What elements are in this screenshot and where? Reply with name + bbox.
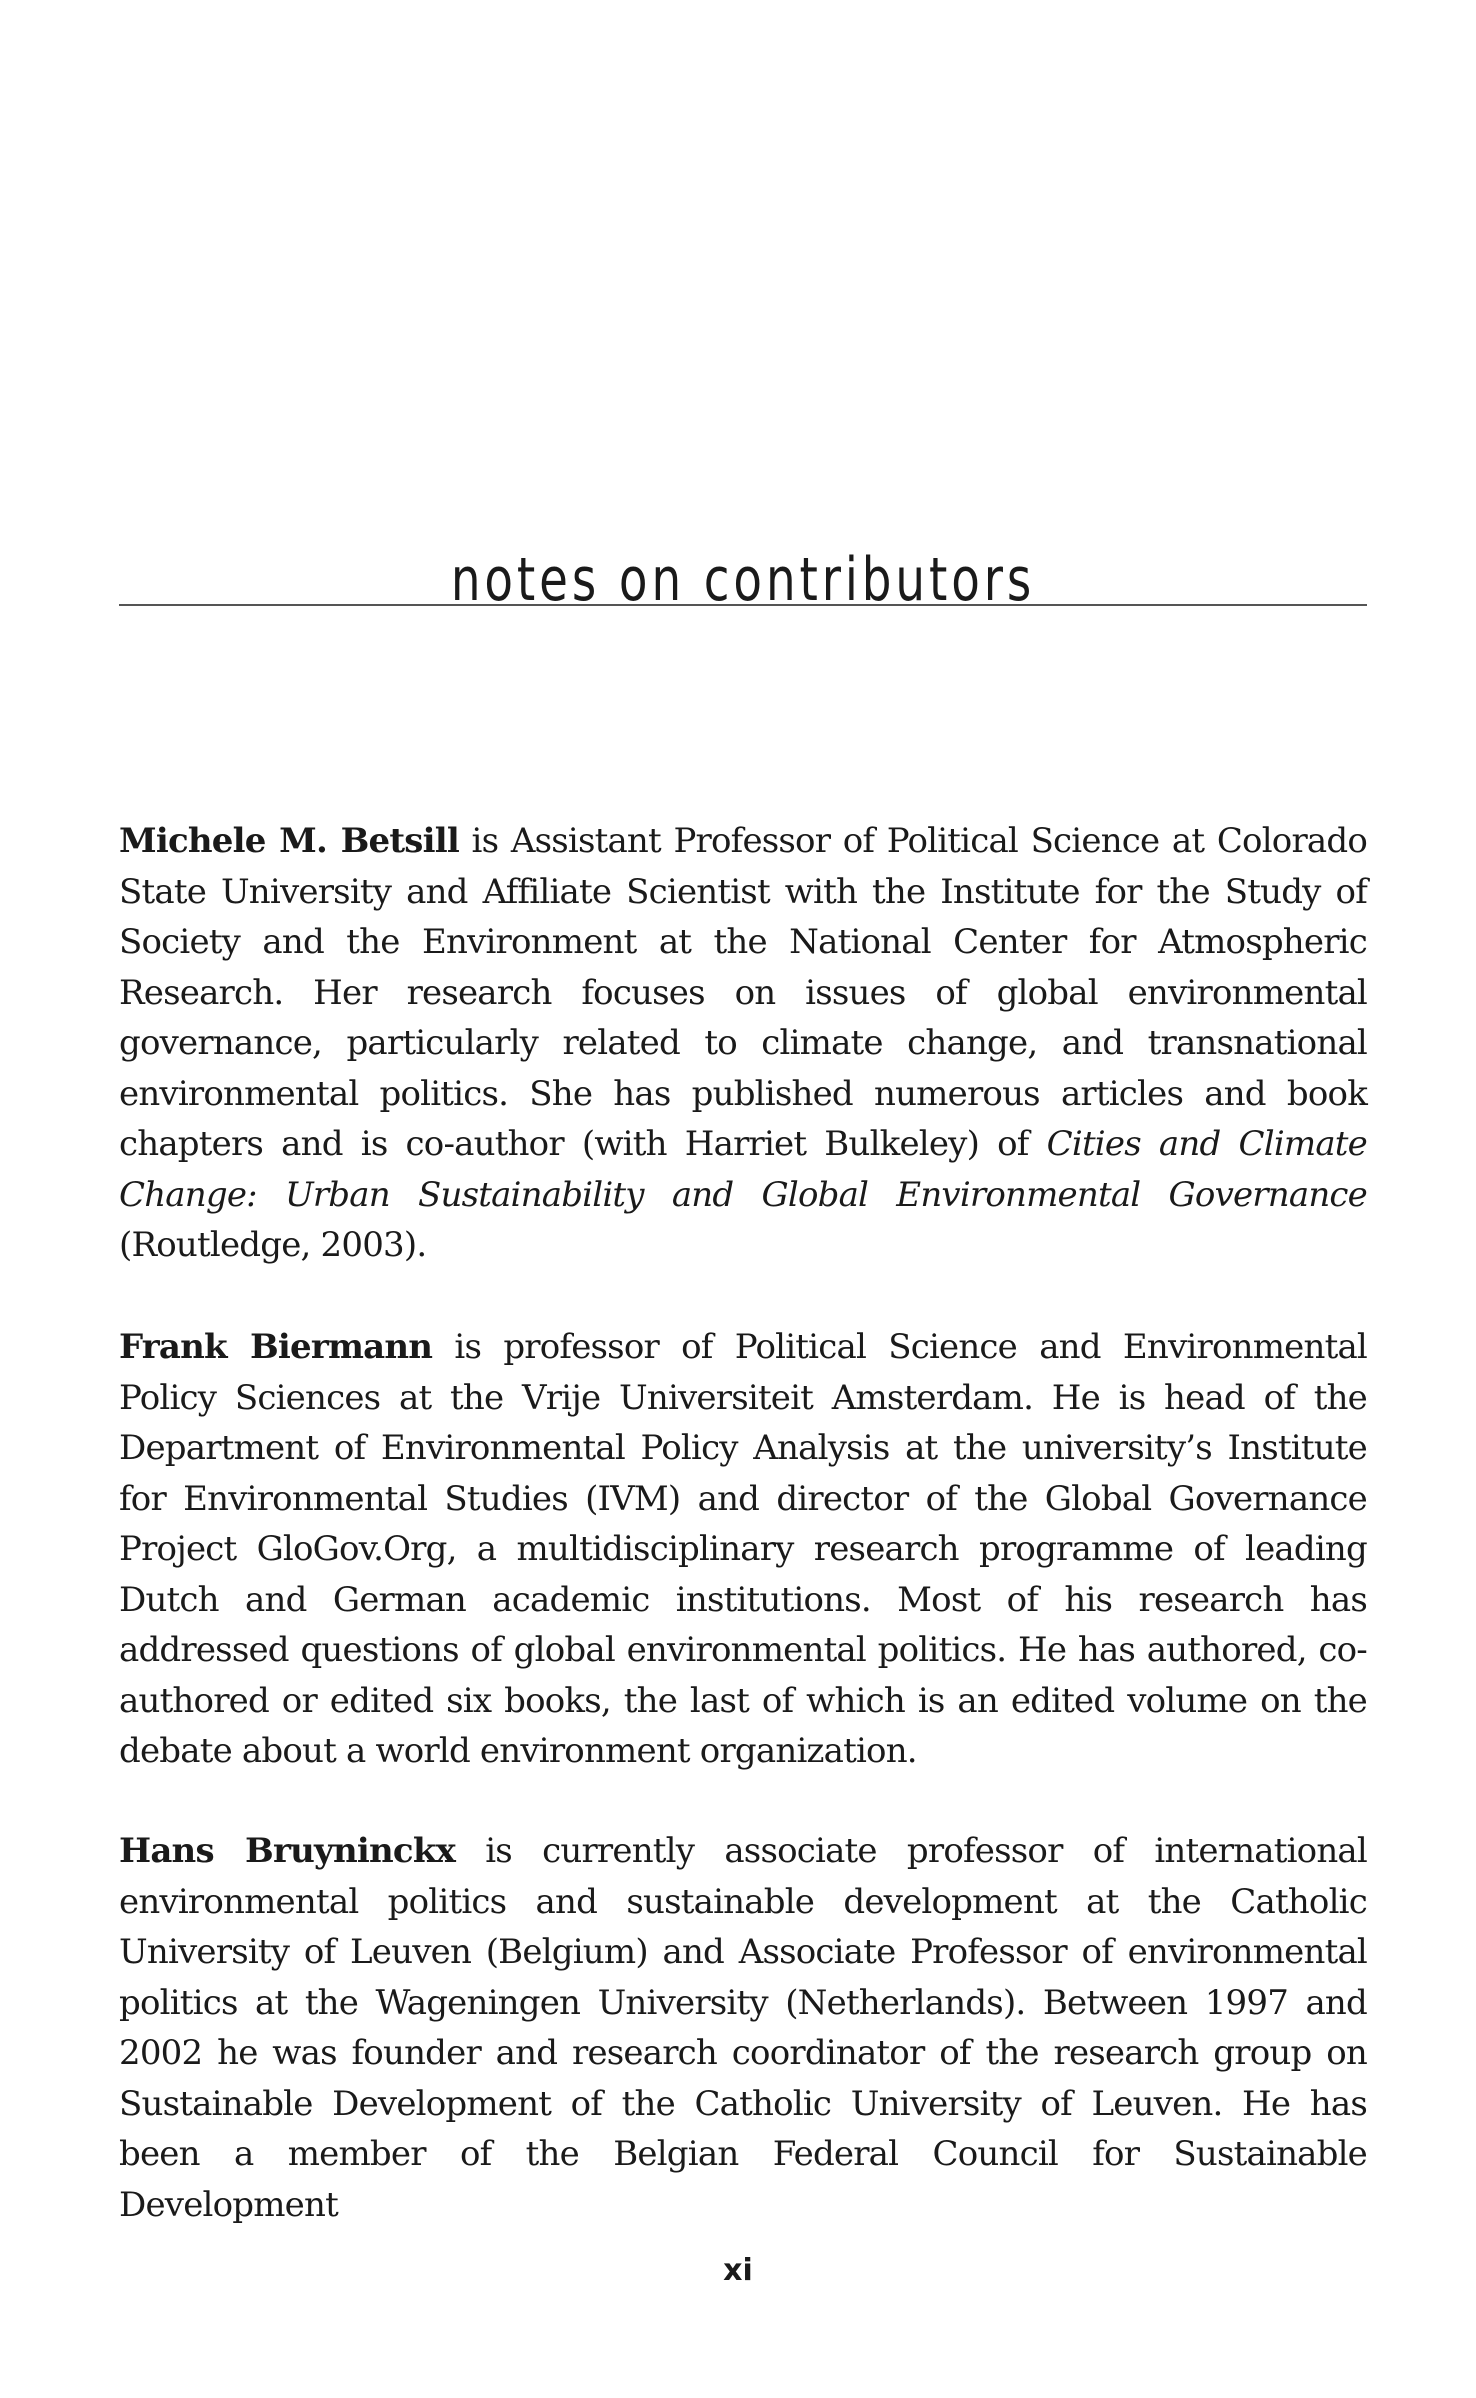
contributor-text: (Routledge, 2003). bbox=[119, 1225, 427, 1265]
contributor-name: Frank Biermann bbox=[119, 1327, 433, 1367]
page-number: xi bbox=[723, 2253, 753, 2288]
book-title: Cities and Climate Change: Urban Sustainability and Global Environmental Governance bbox=[119, 1124, 1367, 1215]
contributor-bio bbox=[119, 816, 1367, 1271]
contributor-name: Hans Bruyninckx bbox=[119, 1831, 456, 1871]
contributor-bio bbox=[119, 1322, 1367, 1777]
chapter-heading: notes on contributors bbox=[450, 545, 1036, 615]
contributor-text: is professor of Political Science and Environmental Policy Sciences at the Vrije Universiteit Amsterdam. He is head of the Department of Environmental Policy Analysis at the university’s Institute for Environmental Studies (IVM) and director of the Global Governance Project GloGov.Org, a multidisciplinary research programme of leading Dutch and German academic institutions. Most of his research has addressed questions of global environmental politics. He has authored, co-authored or edited six books, the last of which is an edited volume on the debate about a world environment organization. bbox=[119, 1327, 1367, 1771]
contributor-text: is Assistant Professor of Political Science at Colorado State University and Affiliate Scientist with the Institute for the Study of Society and the Environment at the National Center for Atmospheric Research. Her research focuses on issues of global environmental governance, particularly related to climate change, and transnational environmental politics. She has published numerous articles and book chapters and is co-author (with Harriet Bulkeley) of bbox=[119, 821, 1367, 1164]
contributor-bio bbox=[119, 1826, 1367, 2230]
contributor-text: is currently associate professor of international environmental politics and sustainable development at the Catholic University of Leuven (Belgium) and Associate Professor of environmental politics at the Wageningen University (Netherlands). Between 1997 and 2002 he was founder and research coordinator of the research group on Sustainable Development of the Catholic University of Leuven. He has been a member of the Belgian Federal Council for Sustainable Development bbox=[119, 1831, 1367, 2225]
contributor-name: Michele M. Betsill bbox=[119, 821, 459, 861]
chapter-heading-rule bbox=[119, 532, 1367, 615]
